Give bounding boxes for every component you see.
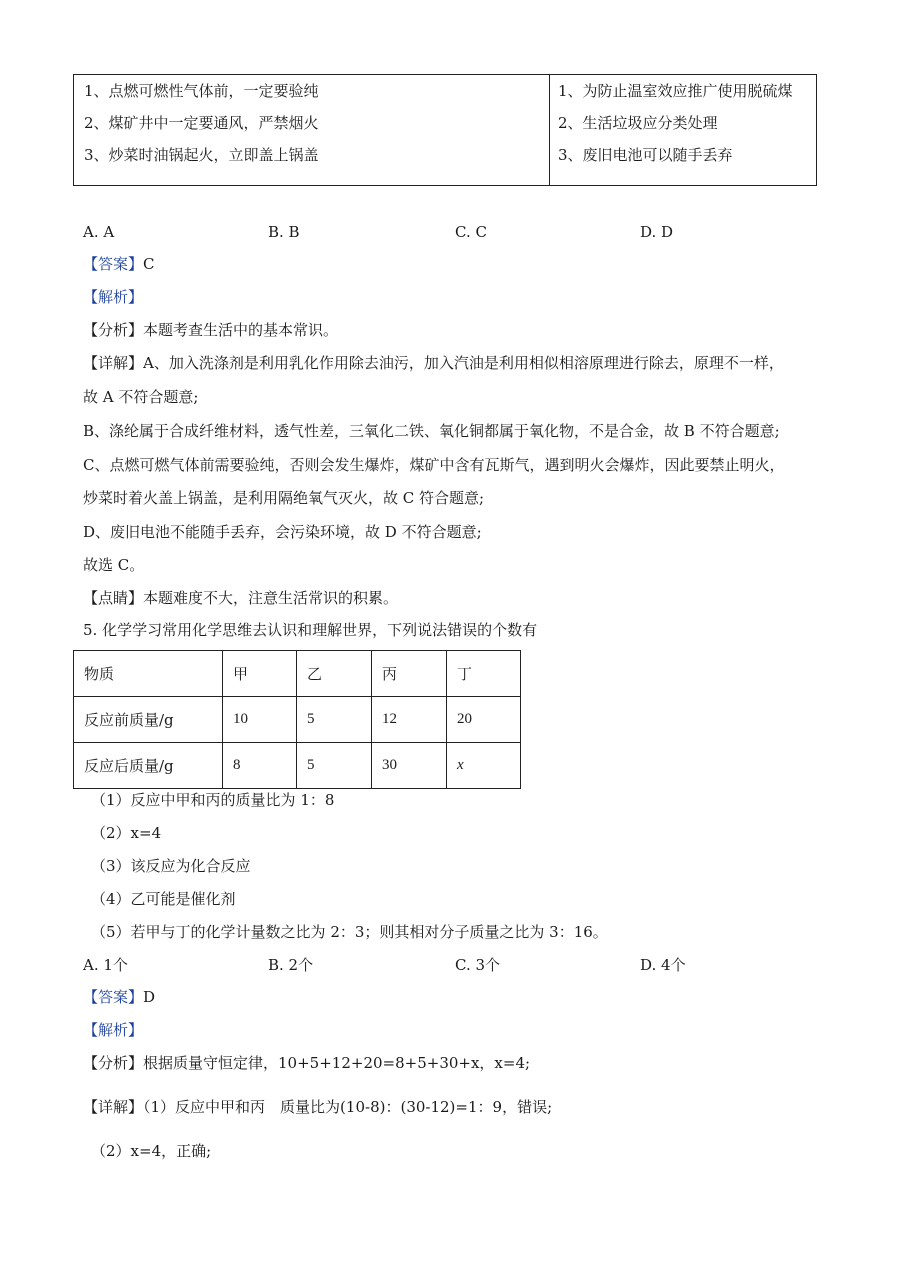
q4-option-b: B. B	[268, 223, 300, 241]
q4-detail-line-1	[83, 353, 784, 373]
q4-detail-line-7: 故选 C。	[83, 556, 145, 574]
environment-item-3: 3、废旧电池可以随手丢弃	[558, 146, 733, 164]
fenxi-label: 【分析】	[83, 321, 144, 339]
q5-option-a: A. 1个	[83, 956, 128, 974]
q4-detail-line-4: C、点燃可燃气体前需要验纯，否则会发生爆炸，煤矿中含有瓦斯气，遇到明火会爆炸，因此要禁止明火，	[83, 456, 785, 474]
table-cell: 5	[297, 697, 372, 743]
table-header-cell: 乙	[297, 651, 372, 697]
q5-statement-5: （5）若甲与丁的化学计量数之比为 2：3；则其相对分子质量之比为 3：16。	[91, 923, 608, 941]
q5-detail-line-1	[83, 1097, 552, 1117]
detail-label: 【详解】	[83, 1098, 144, 1116]
q4-detail-line-3: B、涤纶属于合成纤维材料，透气性差，三氧化二铁、氧化铜都属于氧化物，不是合金，故 B 不符合题意;	[83, 422, 780, 440]
safety-item-2: 2、煤矿井中一定要通风，严禁烟火	[84, 114, 319, 132]
table-cell: 反应后质量/g	[74, 743, 223, 789]
q4-detail-line-6: D、废旧电池不能随手丢弃，会污染环境，故 D 不符合题意;	[83, 523, 482, 541]
environment-item-2: 2、生活垃圾应分类处理	[558, 114, 718, 132]
fenxi-text: 根据质量守恒定律，10+5+12+20=8+5+30+x，x=4;	[143, 1054, 531, 1072]
safety-item-1: 1、点燃可燃性气体前，一定要验纯	[84, 82, 319, 100]
answer-label: 【答案】	[83, 988, 144, 1006]
q4-dianjing	[83, 588, 398, 608]
dianjing-label: 【点睛】	[83, 589, 144, 607]
answer-label: 【答案】	[83, 255, 144, 273]
q5-detail-line-2: （2）x=4，正确;	[91, 1142, 212, 1160]
table-header-cell: 甲	[223, 651, 297, 697]
safety-cell	[74, 75, 550, 186]
table-cell: 20	[447, 697, 521, 743]
answer-value: D	[143, 988, 156, 1006]
detail-text: A、加入洗涤剂是利用乳化作用除去油污，加入汽油是利用相似相溶原理进行除去，原理不一样，	[143, 354, 784, 372]
q5-statement-4: （4）乙可能是催化剂	[91, 890, 236, 908]
table-cell: 8	[223, 743, 297, 789]
environment-cell	[550, 75, 817, 186]
safety-item-3: 3、炒菜时油锅起火，立即盖上锅盖	[84, 146, 319, 164]
q4-answer	[83, 254, 155, 274]
fenxi-text: 本题考查生活中的基本常识。	[143, 321, 339, 339]
q4-detail-line-2: 故 A 不符合题意;	[83, 388, 199, 406]
safety-environment-table	[73, 74, 817, 186]
table-cell: x	[447, 743, 521, 789]
detail-label: 【详解】	[83, 354, 144, 372]
fenxi-label: 【分析】	[83, 1054, 144, 1072]
q5-statement-2: （2）x=4	[91, 824, 162, 842]
environment-item-1: 1、为防止温室效应推广使用脱硫煤	[558, 82, 793, 100]
q4-analysis-label: 【解析】	[83, 288, 144, 306]
table-header-cell: 丁	[447, 651, 521, 697]
detail-text: （1）反应中甲和丙 质量比为(10-8)：(30-12)=1：9，错误;	[143, 1098, 553, 1116]
q5-fenxi	[83, 1053, 530, 1073]
q5-option-b: B. 2个	[268, 956, 314, 974]
q4-option-a: A. A	[83, 223, 115, 241]
table-header-cell: 物质	[74, 651, 223, 697]
table-cell: 反应前质量/g	[74, 697, 223, 743]
q5-statement-3: （3）该反应为化合反应	[91, 857, 251, 875]
table-header-cell: 丙	[372, 651, 447, 697]
q5-analysis-label: 【解析】	[83, 1021, 144, 1039]
table-cell: 5	[297, 743, 372, 789]
table-cell: 10	[223, 697, 297, 743]
q5-stem: 5. 化学学习常用化学思维去认识和理解世界，下列说法错误的个数有	[83, 621, 538, 639]
q4-option-c: C. C	[455, 223, 487, 241]
table-row	[74, 743, 521, 789]
answer-value: C	[143, 255, 155, 273]
q5-option-c: C. 3个	[455, 956, 501, 974]
q5-answer	[83, 987, 155, 1007]
mass-data-table	[73, 650, 521, 789]
table-cell: 12	[372, 697, 447, 743]
table-row	[74, 697, 521, 743]
table-header-row	[74, 651, 521, 697]
q4-detail-line-5: 炒菜时着火盖上锅盖，是利用隔绝氧气灭火，故 C 符合题意;	[83, 489, 485, 507]
q5-statement-1: （1）反应中甲和丙的质量比为 1：8	[91, 791, 335, 809]
table-cell: 30	[372, 743, 447, 789]
q4-option-d: D. D	[640, 223, 674, 241]
dianjing-text: 本题难度不大，注意生活常识的积累。	[143, 589, 399, 607]
q4-fenxi	[83, 320, 338, 340]
q5-option-d: D. 4个	[640, 956, 686, 974]
